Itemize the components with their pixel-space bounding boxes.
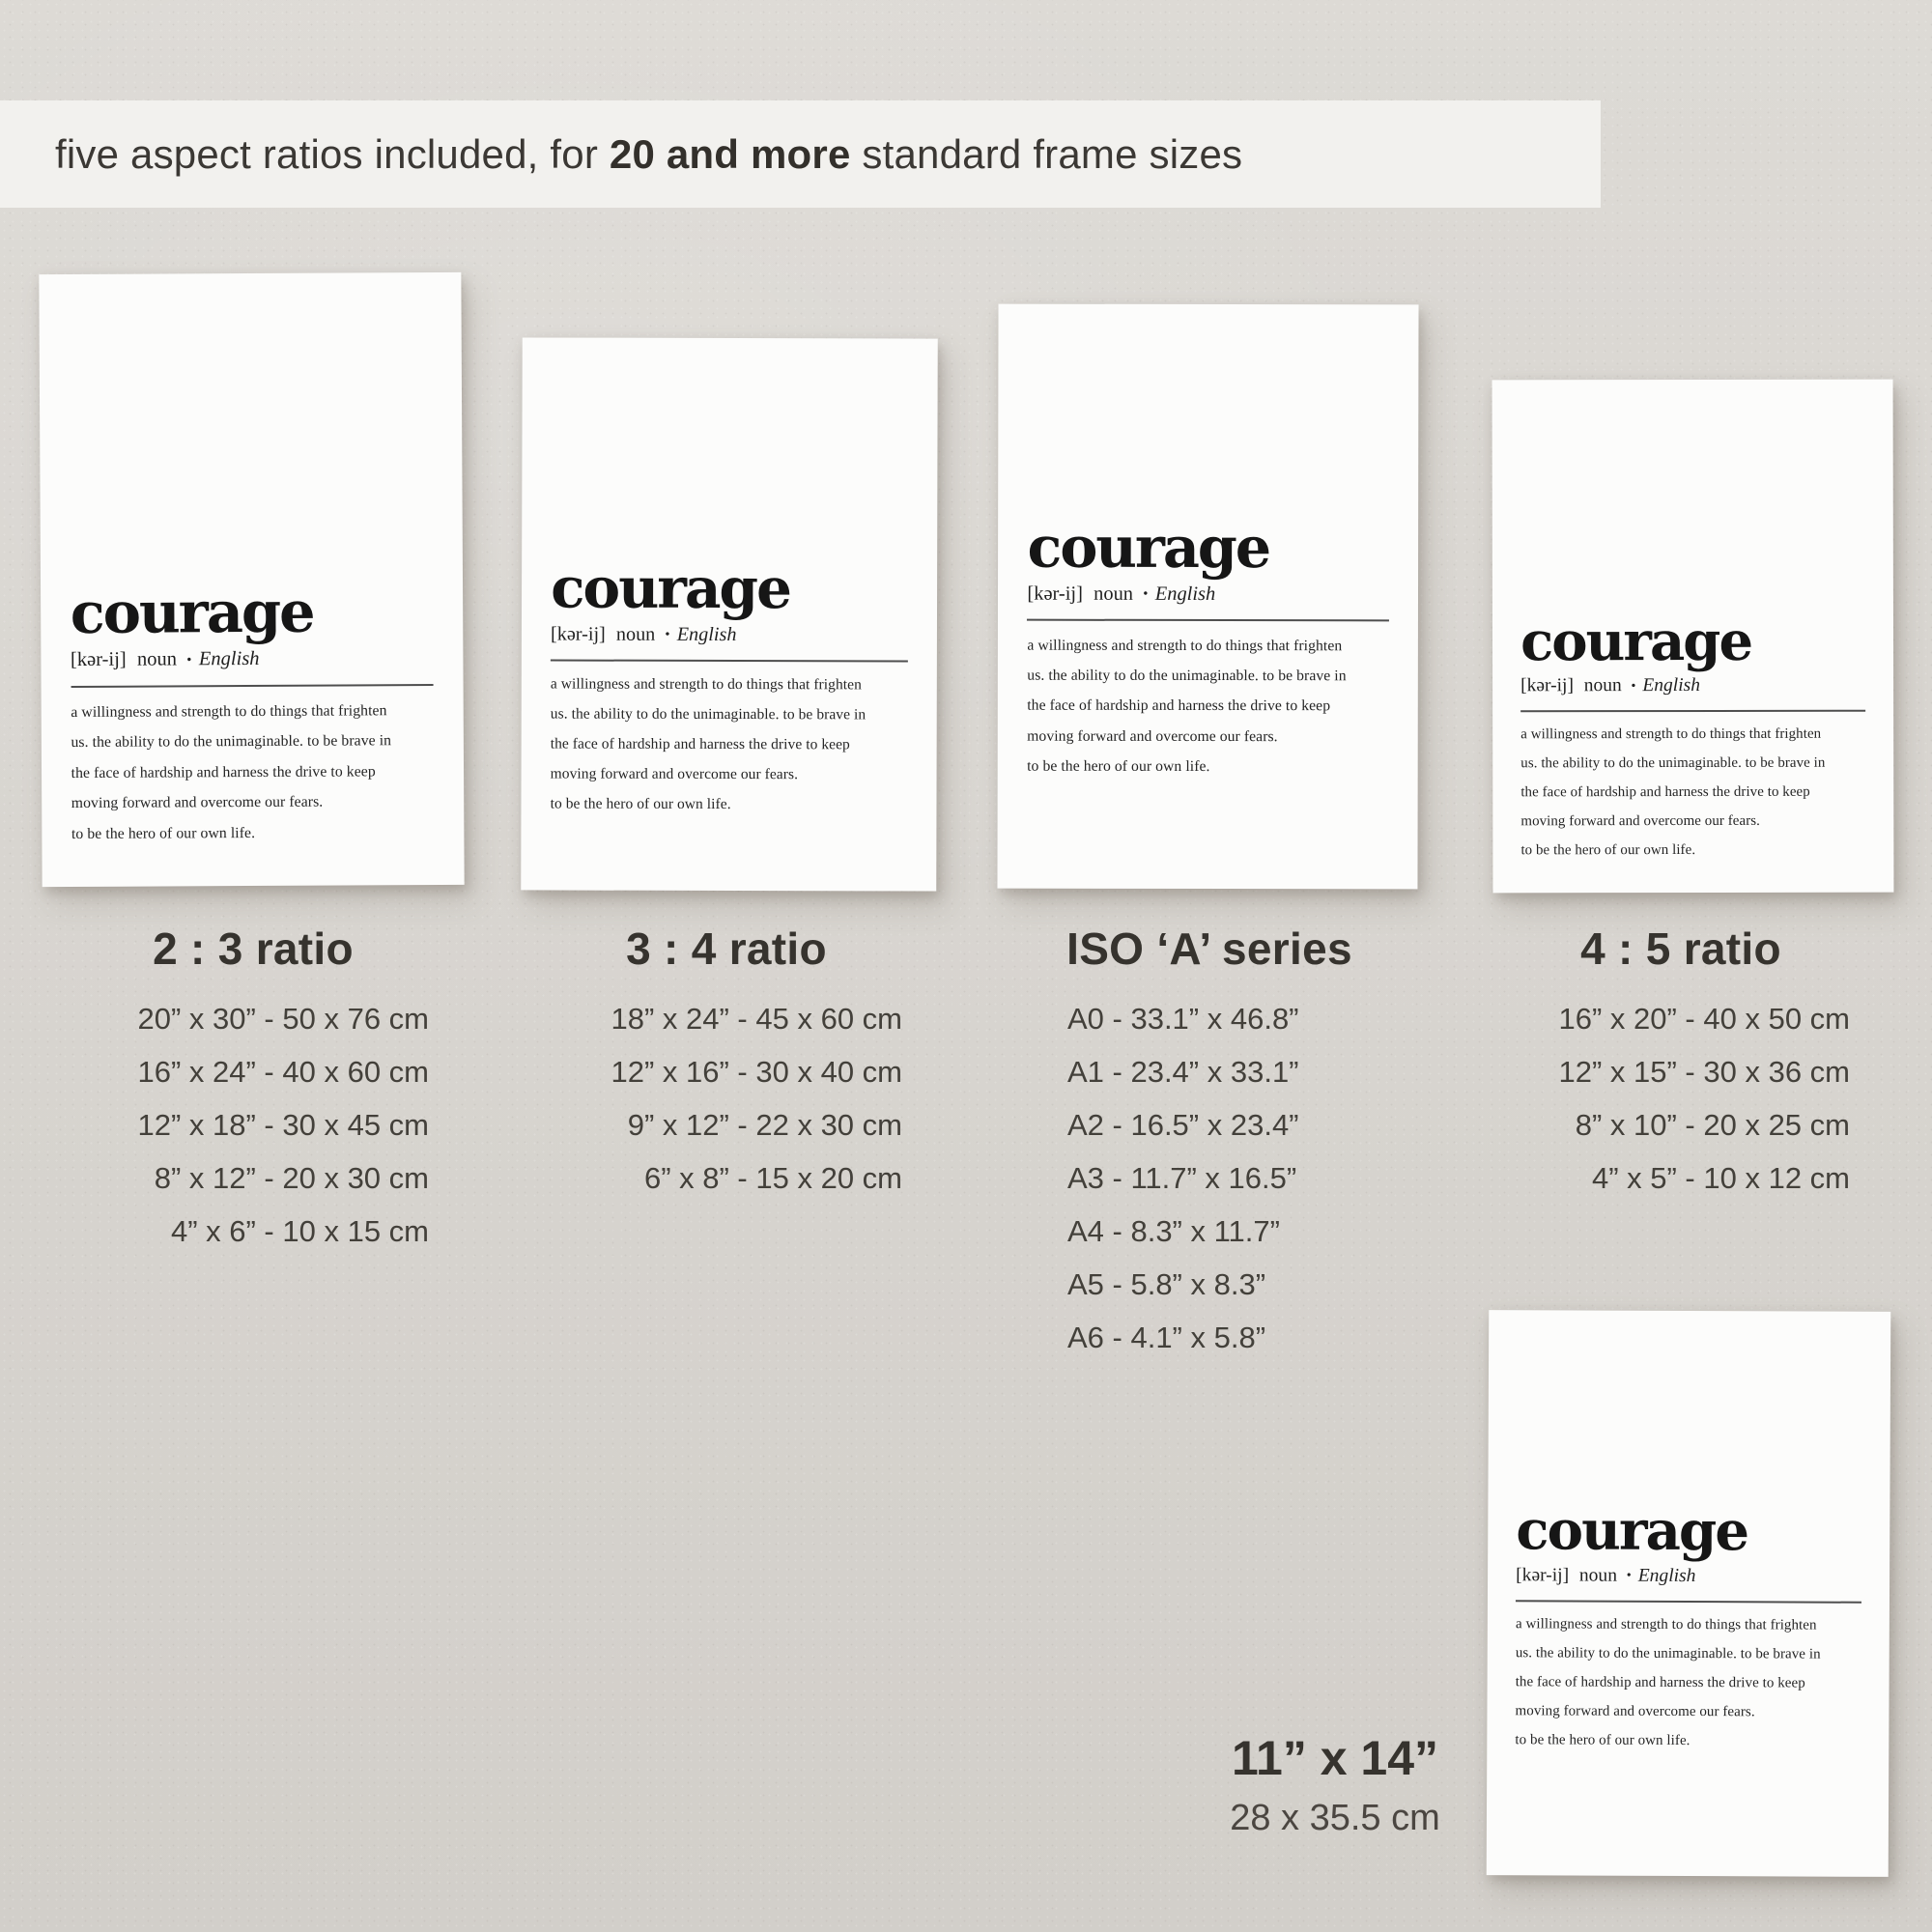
- poster-title: courage: [70, 578, 314, 647]
- poster-title: courage: [551, 554, 791, 621]
- size-row: 12” x 18” - 30 x 45 cm: [137, 1108, 429, 1143]
- definition-line: a willingness and strength to do things that frighten: [1027, 637, 1343, 655]
- size-row: 20” x 30” - 50 x 76 cm: [137, 1002, 429, 1037]
- banner-text-suffix: standard frame sizes: [850, 130, 1243, 177]
- poster-separator-dot: •: [1626, 1567, 1632, 1583]
- poster-part-of-speech: noun: [1583, 675, 1622, 696]
- poster-definition: [71, 696, 435, 849]
- size-row: 12” x 15” - 30 x 36 cm: [1558, 1055, 1850, 1090]
- poster-language: English: [198, 648, 260, 670]
- size-list: [485, 992, 968, 1205]
- definition-line: us. the ability to do the unimaginable. to be brave in: [71, 732, 392, 752]
- size-row: 18” x 24” - 45 x 60 cm: [611, 1002, 902, 1037]
- featured-size-inches: 11” x 14”: [1231, 1731, 1439, 1785]
- definition-line: moving forward and overcome our fears.: [71, 793, 324, 812]
- poster-title: courage: [1520, 609, 1752, 673]
- poster-language: English: [1154, 582, 1216, 605]
- poster-part-of-speech: noun: [1578, 1565, 1618, 1586]
- poster-phonetic: [kər-ij]: [70, 649, 127, 671]
- poster-title: courage: [1516, 1498, 1748, 1564]
- size-column-heading: 4 : 5 ratio: [1580, 923, 1781, 974]
- poster-definition: [551, 670, 908, 821]
- size-row: 4” x 6” - 10 x 15 cm: [170, 1214, 429, 1249]
- size-column-4-5: [1439, 923, 1922, 1205]
- poster-definition: [1520, 721, 1865, 866]
- banner-text-prefix: five aspect ratios included, for: [55, 130, 610, 177]
- poster-separator-dot: •: [1631, 677, 1636, 694]
- size-column-iso-a: [968, 923, 1451, 1364]
- size-column-3-4: [485, 923, 968, 1205]
- banner-text-highlight: 20 and more: [609, 130, 851, 177]
- definition-line: the face of hardship and harness the drive to keep: [71, 762, 376, 781]
- definition-line: moving forward and overcome our fears.: [1027, 727, 1278, 745]
- poster-language: English: [1637, 1565, 1696, 1586]
- size-list: [968, 992, 1451, 1364]
- definition-line: to be the hero of our own life.: [550, 795, 731, 813]
- poster-part-of-speech: noun: [1094, 582, 1134, 605]
- size-row: 8” x 12” - 20 x 30 cm: [154, 1161, 429, 1196]
- poster-pronunciation: [551, 622, 908, 647]
- poster-phonetic: [kər-ij]: [1027, 582, 1083, 605]
- size-column-heading: ISO ‘A’ series: [1066, 923, 1352, 974]
- size-row: 9” x 12” - 22 x 30 cm: [627, 1108, 902, 1143]
- size-row: 6” x 8” - 15 x 20 cm: [643, 1161, 902, 1196]
- definition-line: us. the ability to do the unimaginable. to be brave in: [1515, 1645, 1821, 1662]
- size-row: 8” x 10” - 20 x 25 cm: [1575, 1108, 1850, 1143]
- size-row: 16” x 24” - 40 x 60 cm: [137, 1055, 429, 1090]
- poster-divider-rule: [551, 660, 908, 663]
- poster-divider-rule: [71, 684, 434, 688]
- poster-divider-rule: [1516, 1600, 1861, 1604]
- featured-size-label: [1094, 1731, 1577, 1838]
- poster-iso-a-series: [997, 304, 1418, 890]
- definition-line: to be the hero of our own life.: [1520, 841, 1696, 859]
- size-row: A4 - 8.3” x 11.7”: [1067, 1214, 1280, 1249]
- size-list: [1439, 992, 1922, 1205]
- definition-line: a willingness and strength to do things that frighten: [71, 701, 387, 721]
- definition-line: the face of hardship and harness the drive to keep: [550, 735, 850, 753]
- size-list: [12, 992, 495, 1258]
- definition-line: a willingness and strength to do things that frighten: [1520, 726, 1822, 743]
- definition-line: a willingness and strength to do things that frighten: [1515, 1616, 1817, 1634]
- definition-line: moving forward and overcome our fears.: [1515, 1702, 1755, 1719]
- size-row: A5 - 5.8” x 8.3”: [1067, 1267, 1266, 1302]
- poster-divider-rule: [1027, 619, 1388, 622]
- poster-separator-dot: •: [1143, 585, 1149, 602]
- poster-artwork: [1520, 609, 1865, 866]
- banner-text: [55, 131, 1242, 178]
- size-row: 16” x 20” - 40 x 50 cm: [1558, 1002, 1850, 1037]
- banner: [0, 100, 1601, 208]
- poster-artwork: [1027, 513, 1389, 781]
- definition-line: the face of hardship and harness the drive to keep: [1515, 1673, 1805, 1691]
- poster-title: courage: [1027, 513, 1270, 581]
- definition-line: us. the ability to do the unimaginable. to be brave in: [550, 705, 867, 724]
- poster-part-of-speech: noun: [136, 648, 178, 670]
- poster-3-4-ratio: [521, 337, 937, 891]
- size-column-heading: 3 : 4 ratio: [626, 923, 827, 974]
- poster-definition: [1027, 631, 1388, 782]
- size-row: A0 - 33.1” x 46.8”: [1067, 1002, 1299, 1037]
- poster-language: English: [1642, 675, 1700, 696]
- size-row: A6 - 4.1” x 5.8”: [1067, 1321, 1266, 1355]
- definition-line: us. the ability to do the unimaginable. to be brave in: [1027, 667, 1347, 685]
- size-row: A2 - 16.5” x 23.4”: [1067, 1108, 1299, 1143]
- definition-line: the face of hardship and harness the drive to keep: [1520, 783, 1810, 801]
- poster-pronunciation: [71, 646, 434, 673]
- definition-line: moving forward and overcome our fears.: [1520, 812, 1760, 830]
- size-column-heading: 2 : 3 ratio: [153, 923, 354, 974]
- size-row: 4” x 5” - 10 x 12 cm: [1591, 1161, 1850, 1196]
- size-row: 12” x 16” - 30 x 40 cm: [611, 1055, 902, 1090]
- poster-artwork: [70, 578, 435, 849]
- definition-line: to be the hero of our own life.: [71, 824, 256, 842]
- definition-line: us. the ability to do the unimaginable. to be brave in: [1520, 754, 1826, 772]
- poster-part-of-speech: noun: [615, 623, 656, 645]
- poster-4-5-ratio: [1492, 380, 1894, 894]
- definition-line: to be the hero of our own life.: [1515, 1731, 1690, 1748]
- featured-size-metric: 28 x 35.5 cm: [1230, 1797, 1440, 1838]
- poster-pronunciation: [1027, 582, 1388, 607]
- definition-line: a willingness and strength to do things that frighten: [550, 676, 862, 694]
- size-column-2-3: [12, 923, 495, 1258]
- definition-line: moving forward and overcome our fears.: [550, 765, 799, 783]
- definition-line: to be the hero of our own life.: [1027, 757, 1210, 776]
- poster-pronunciation: [1520, 674, 1865, 698]
- definition-line: the face of hardship and harness the drive to keep: [1027, 697, 1331, 715]
- poster-separator-dot: •: [186, 651, 192, 668]
- size-row: A3 - 11.7” x 16.5”: [1067, 1161, 1297, 1196]
- poster-divider-rule: [1520, 710, 1865, 713]
- poster-language: English: [676, 623, 737, 645]
- poster-phonetic: [kər-ij]: [1520, 675, 1574, 696]
- poster-separator-dot: •: [665, 626, 670, 642]
- poster-artwork: [1515, 1498, 1861, 1756]
- poster-phonetic: [kər-ij]: [551, 623, 606, 645]
- poster-phonetic: [kər-ij]: [1516, 1565, 1570, 1586]
- poster-pronunciation: [1516, 1564, 1861, 1589]
- poster-2-3-ratio: [39, 272, 464, 887]
- size-row: A1 - 23.4” x 33.1”: [1067, 1055, 1299, 1090]
- poster-artwork: [550, 554, 909, 820]
